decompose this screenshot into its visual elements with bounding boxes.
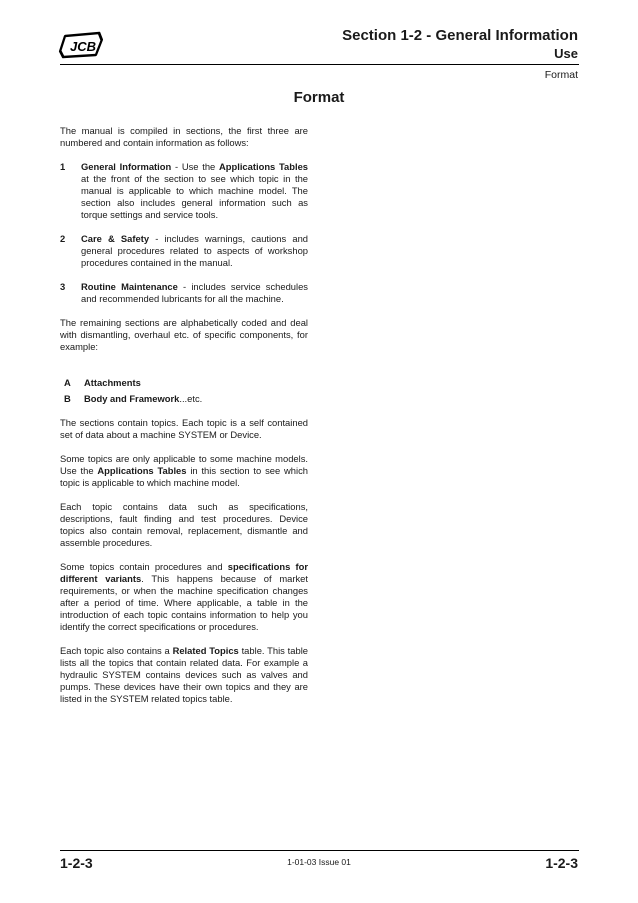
text-run: - includes service schedules and recommended lubricants for all the machine. xyxy=(81,281,308,304)
body-paragraph xyxy=(60,501,308,549)
bold-text: Attachments xyxy=(84,377,141,388)
remaining-paragraph: The remaining sections are alphabetically coded and deal with dismantling, overhaul etc. of specific components, for example: xyxy=(60,317,308,352)
body-paragraph xyxy=(60,417,308,441)
bold-text: Care & Safety xyxy=(81,233,150,244)
lettered-section-list xyxy=(60,377,308,405)
bold-text: Applications Tables xyxy=(219,161,308,172)
jcb-logo xyxy=(58,30,108,60)
section-description xyxy=(81,281,308,305)
text-run: Each topic also contains a xyxy=(60,645,173,656)
header-rule xyxy=(60,64,579,65)
section-letter: A xyxy=(64,377,71,388)
body-paragraph xyxy=(60,645,308,705)
body-paragraph xyxy=(60,453,308,489)
text-run: Each topic contains data such as specifications, descriptions, fault finding and test procedures. Device topics also contain removal, replacement, dismantle and assemble procedures. xyxy=(60,501,308,548)
numbered-section-list xyxy=(60,161,308,305)
text-run: The sections contain topics. Each topic is a self contained set of data about a machine SYSTEM or Device. xyxy=(60,417,308,440)
section-description xyxy=(81,161,308,221)
body-paragraph xyxy=(60,561,308,633)
text-run: - includes warnings, cautions and general procedures related to aspects of workshop procedures contained in the manual. xyxy=(81,233,308,268)
text-run: table. This table lists all the topics that contain related data. For example a hydraulic SYSTEM contains devices such as valves and pumps. These devices have their own topics and they are listed in the SYSTEM related topics table. xyxy=(60,645,308,704)
bold-text: Applications Tables xyxy=(97,465,187,476)
subsection-title: Use xyxy=(554,46,578,61)
section-number: 2 xyxy=(60,233,66,244)
footer-rule xyxy=(60,850,579,851)
numbered-section-item xyxy=(60,161,308,221)
section-title: Section 1-2 - General Information xyxy=(342,27,578,44)
footer-page-number-left: 1-2-3 xyxy=(60,855,93,871)
bold-text: Routine Maintenance xyxy=(81,281,178,292)
lettered-section-item xyxy=(60,377,308,389)
bold-text: specifications for different variants xyxy=(60,561,309,584)
text-run: ...etc. xyxy=(179,393,203,404)
intro-paragraph: The manual is compiled in sections, the first three are numbered and contain information as follows: xyxy=(60,125,308,148)
section-letter: B xyxy=(64,393,71,404)
bold-text: Related Topics xyxy=(172,645,239,656)
text-run: - Use the xyxy=(171,161,219,172)
text-run: at the front of the section to see which topic in the manual is applicable to which machine model. The section also includes general information such as torque settings and service tools. xyxy=(81,173,308,220)
text-run: Some topics contain procedures and xyxy=(60,561,228,572)
page-title: Format xyxy=(293,89,345,106)
bold-text: Body and Framework xyxy=(84,393,180,404)
text-run: Some topics are only applicable to some machine models. Use the xyxy=(60,453,308,476)
paragraph-list xyxy=(60,417,308,705)
topic-label: Format xyxy=(544,69,578,81)
section-name xyxy=(84,393,202,405)
logo-text: JCB xyxy=(69,39,97,54)
section-number: 1 xyxy=(60,161,66,172)
text-run: . This happens because of market requirements, or when the machine specification changes after a period of time. Where applicable, a table in the introduction of each topic contains information to help you identify the correct specifications or procedures. xyxy=(60,573,309,632)
bold-text: General Information xyxy=(81,161,172,172)
section-description xyxy=(81,233,308,269)
lettered-section-item xyxy=(60,393,308,405)
footer-page-number-right: 1-2-3 xyxy=(545,855,578,871)
numbered-section-item xyxy=(60,233,308,269)
body-content xyxy=(60,125,308,717)
section-number: 3 xyxy=(60,281,66,292)
numbered-section-item xyxy=(60,281,308,305)
footer-doc-reference: 1-01-03 Issue 01 xyxy=(287,857,351,867)
text-run: in this section to see which topic is applicable to which machine model. xyxy=(60,465,308,488)
section-name xyxy=(84,377,141,389)
